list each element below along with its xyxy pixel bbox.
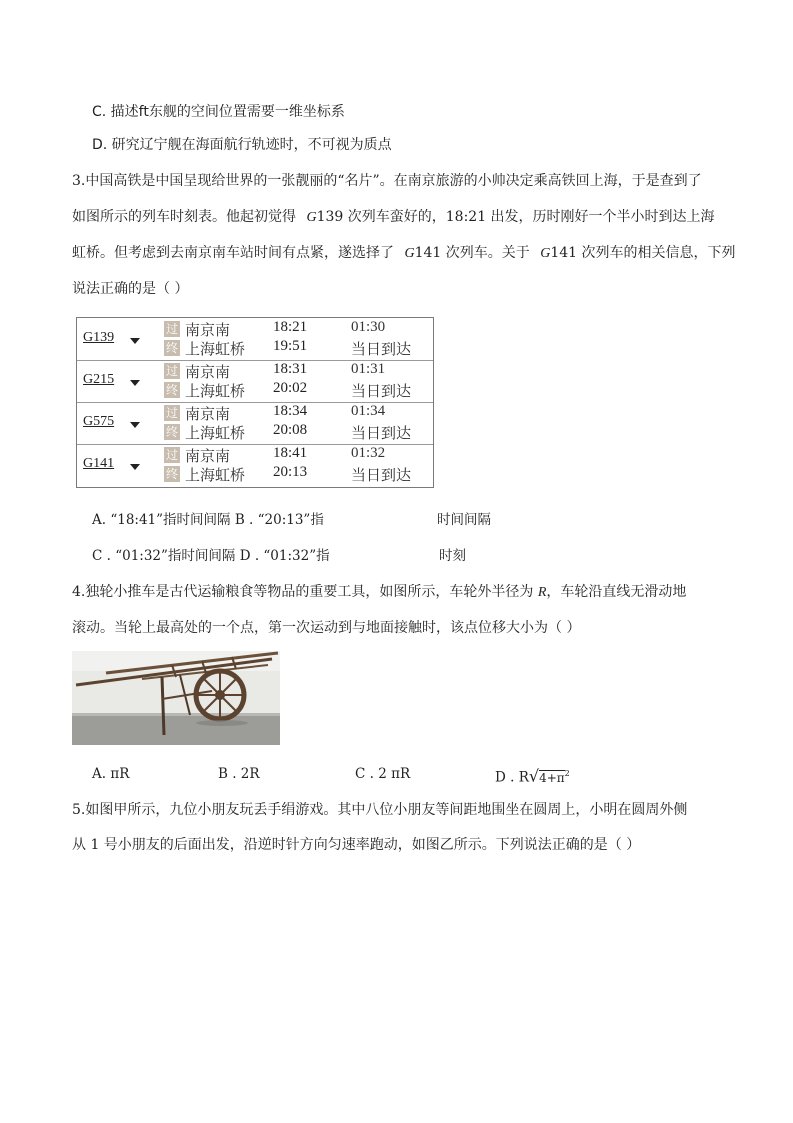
train-number: G575 — [83, 414, 115, 429]
q3-option-c-d: C . “01:32”指时间间隔 D . “01:32”指 — [92, 548, 330, 564]
train-number: G141 — [83, 456, 115, 471]
q3-option-b-tail: 时间间隔 — [437, 512, 491, 528]
pass-tag: 过 — [165, 448, 178, 462]
q4-option-a: A. πR — [92, 766, 130, 782]
duration: 01:34 — [351, 403, 386, 419]
terminal-tag: 终 — [165, 341, 178, 355]
arrival-time: 20:02 — [273, 380, 308, 396]
q3-stem-line2 — [72, 208, 715, 227]
from-station: 南京南 — [185, 321, 231, 339]
q3-stem-line3 — [72, 244, 736, 263]
pass-tag: 过 — [165, 364, 178, 378]
q3-text: 虹桥。但考虑到去南京南车站时间有点紧，遂选择了 — [72, 245, 394, 261]
q3-text: 141 次列车的相关信息，下列 — [550, 245, 736, 261]
terminal-tag: 终 — [165, 467, 178, 481]
departure-time: 18:31 — [273, 361, 308, 377]
q5-stem-line1: 5.如图甲所示，九位小朋友玩丢手绢游戏。其中八位小朋友等间距地围坐在圆周上，小明在圆周外侧 — [72, 802, 688, 818]
q4-option-d-exponent: 2 — [564, 769, 570, 778]
arrival-note: 当日到达 — [351, 426, 412, 442]
q5-stem-line2: 从 1 号小朋友的后面出发，沿逆时针方向匀速率跑动，如图乙所示。下列说法正确的是（ ） — [72, 837, 641, 853]
terminal-tag: 终 — [165, 383, 178, 397]
q4-italic-r: R — [537, 585, 547, 600]
q3-option-a-b: A. “18:41”指时间间隔 B . “20:13”指 — [92, 512, 324, 528]
duration: 01:30 — [351, 319, 386, 335]
q3-option-d-tail: 时刻 — [439, 548, 466, 564]
arrival-note: 当日到达 — [351, 468, 412, 484]
from-station: 南京南 — [185, 363, 231, 381]
q4-stem-line1 — [72, 583, 686, 602]
chevron-down-icon — [130, 380, 140, 386]
to-station: 上海虹桥 — [185, 340, 246, 358]
q3-text: 141 次列车。关于 — [414, 245, 530, 261]
q3-stem-line1: 3.中国高铁是中国呈现给世界的一张靓丽的“名片”。在南京旅游的小帅决定乘高铁回上海，于是查到了 — [72, 173, 702, 189]
q4-option-b: B . 2R — [218, 766, 260, 782]
arrival-note: 当日到达 — [351, 384, 412, 400]
departure-time: 18:41 — [273, 445, 308, 461]
timetable-row — [77, 402, 433, 445]
to-station: 上海虹桥 — [185, 466, 246, 484]
chevron-down-icon — [130, 338, 140, 344]
q3-stem-line4: 说法正确的是（ ） — [72, 281, 189, 297]
wheelbarrow-photo — [72, 651, 280, 745]
timetable-row — [77, 318, 433, 361]
train-number: G215 — [83, 372, 115, 387]
from-station: 南京南 — [185, 447, 231, 465]
q4-stem-line2: 滚动。当轮上最高处的一个点，第一次运动到与地面接触时，该点位移大小为（ ） — [72, 620, 581, 636]
q2-option-c: C. 描述ft东舰的空间位置需要一维坐标系 — [92, 104, 345, 120]
timetable-row — [77, 360, 433, 403]
duration: 01:31 — [351, 361, 386, 377]
to-station: 上海虹桥 — [185, 382, 246, 400]
from-station: 南京南 — [185, 405, 231, 423]
duration: 01:32 — [351, 445, 386, 461]
q4-text: 4.独轮小推车是古代运输粮食等物品的重要工具，如图所示，车轮外半径为 — [72, 584, 534, 600]
departure-time: 18:21 — [273, 319, 308, 335]
q3-text: 139 次列车蛮好的，18:21 出发，历时刚好一个半小时到达上海 — [316, 209, 715, 225]
q3-italic-g: G — [540, 246, 551, 261]
pass-tag: 过 — [165, 322, 178, 336]
arrival-time: 19:51 — [273, 338, 308, 354]
timetable-row — [77, 444, 433, 486]
q4-option-d: D . $R√4+\pi^2$ — [495, 766, 570, 786]
arrival-note: 当日到达 — [351, 342, 412, 358]
q4-text: ，车轮沿直线无滑动地 — [546, 584, 687, 600]
arrival-time: 20:08 — [273, 422, 308, 438]
to-station: 上海虹桥 — [185, 424, 246, 442]
terminal-tag: 终 — [165, 425, 178, 439]
q3-text: 如图所示的列车时刻表。他起初觉得 — [72, 209, 296, 225]
q4-option-c: C . 2 πR — [355, 766, 411, 782]
arrival-time: 20:13 — [273, 464, 308, 480]
chevron-down-icon — [130, 464, 140, 470]
q3-italic-g: G — [404, 246, 415, 261]
train-timetable — [76, 317, 434, 488]
q4-option-d-radicand: 4+π — [539, 770, 565, 785]
q3-italic-g: G — [306, 210, 317, 225]
departure-time: 18:34 — [273, 403, 308, 419]
q4-option-d-label: D . R — [495, 769, 529, 786]
chevron-down-icon — [130, 422, 140, 428]
train-number: G139 — [83, 330, 115, 345]
pass-tag: 过 — [165, 406, 178, 420]
q2-option-d: D. 研究辽宁舰在海面航行轨迹时，不可视为质点 — [92, 137, 392, 153]
